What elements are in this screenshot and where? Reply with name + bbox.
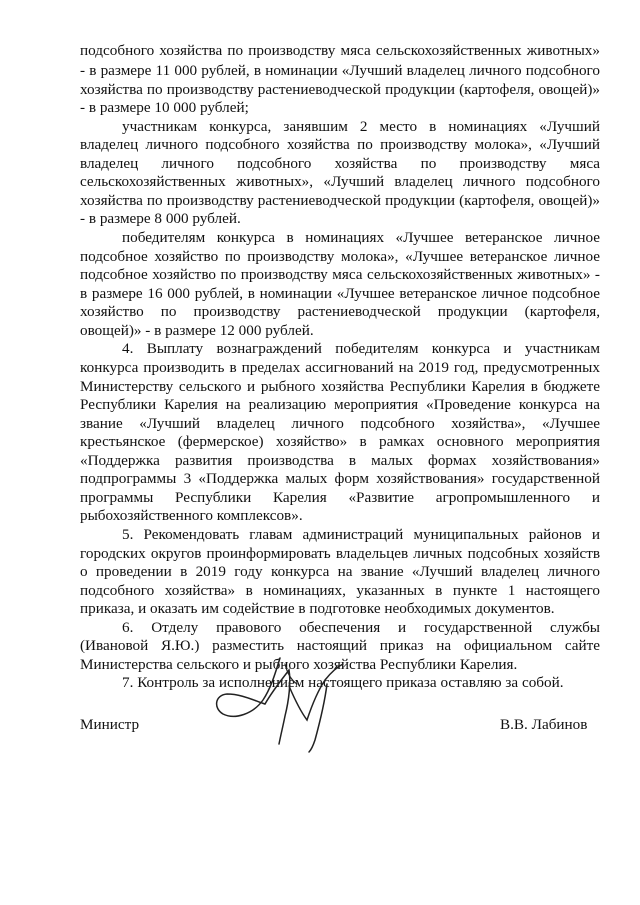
text-line: Министерству сельского и рыбного хозяйства Республики Карелия в бюджете	[80, 378, 600, 395]
text-line: победителям конкурса в номинациях «Лучшее ветеранское личное	[122, 229, 600, 246]
text-line: хозяйство по производству растениеводческой продукции (картофеля,	[80, 303, 600, 320]
text-line: 4. Выплату вознаграждений победителям конкурса и участникам	[122, 340, 600, 357]
text-line: Республики Карелия на реализацию мероприятия «Проведение конкурса на	[80, 396, 600, 413]
text-line: владелец личного подсобного хозяйства по производству молока», «Лучший	[80, 136, 600, 153]
text-line: 6. Отделу правового обеспечения и государственной службы	[122, 619, 600, 636]
text-line: в размере 16 000 рублей, в номинации «Лучшее ветеранское личное подсобное	[80, 285, 600, 302]
text-line: звание «Лучший владелец личного подсобного хозяйства», «Лучшее	[80, 415, 600, 432]
text-line: Министерства сельского и рыбного хозяйства Республики Карелия.	[80, 656, 518, 673]
text-line: подсобное хозяйство по производству молока», «Лучшее ветеранское личное	[80, 248, 600, 265]
text-line: 7. Контроль за исполнением настоящего приказа оставляю за собой.	[122, 674, 564, 691]
text-line: подпрограммы 3 «Поддержка малых форм хозяйствования» государственной	[80, 470, 600, 487]
text-line: программы Республики Карелия «Развитие агропромышленного и	[80, 489, 600, 506]
text-line: подсобное хозяйство по производству мяса сельскохозяйственных животных» -	[80, 266, 600, 283]
text-line: подсобного хозяйства по производству мяса сельскохозяйственных животных»	[80, 42, 600, 59]
text-line: городских округов проинформировать владельцев личных подсобных хозяйств	[80, 545, 600, 562]
text-line: приказа, и оказать им содействие в подготовке необходимых документов.	[80, 600, 555, 617]
signatory-name: В.В. Лабинов	[500, 716, 588, 733]
text-line: участникам конкурса, занявшим 2 место в номинациях «Лучший	[122, 118, 600, 135]
text-line: крестьянское (фермерское) хозяйство» в рамках основного мероприятия	[80, 433, 600, 450]
text-line: «Поддержка развития производства в малых формах хозяйствования»	[80, 452, 600, 469]
text-line: овощей)» - в размере 12 000 рублей.	[80, 322, 314, 339]
text-line: владелец личного подсобного хозяйства по производству мяса	[80, 155, 600, 172]
text-line: о проведении в 2019 году конкурса на звание «Лучший владелец личного	[80, 563, 600, 580]
signature-mark	[205, 640, 380, 755]
text-line: хозяйства по производству растениеводческой продукции (картофеля, овощей)»	[80, 81, 600, 98]
text-line: 5. Рекомендовать главам администраций муниципальных районов и	[122, 526, 600, 543]
text-line: конкурса производить в пределах ассигнований на 2019 год, предусмотренных	[80, 359, 600, 376]
text-line: - в размере 10 000 рублей;	[80, 99, 249, 116]
text-line: хозяйства по производству растениеводческой продукции (картофеля, овощей)»	[80, 192, 600, 209]
minister-label: Министр	[80, 716, 140, 733]
text-line: (Ивановой Я.Ю.) разместить настоящий приказ на официальном сайте	[80, 637, 600, 654]
text-line: - в размере 11 000 рублей, в номинации «Лучший владелец личного подсобного	[80, 62, 600, 79]
text-line: - в размере 8 000 рублей.	[80, 210, 241, 227]
text-line: сельскохозяйственных животных», «Лучший владелец личного подсобного	[80, 173, 600, 190]
text-line: рыбохозяйственного комплексов».	[80, 507, 303, 524]
text-line: подсобного хозяйства» в номинациях, указанных в пункте 1 настоящего	[80, 582, 600, 599]
